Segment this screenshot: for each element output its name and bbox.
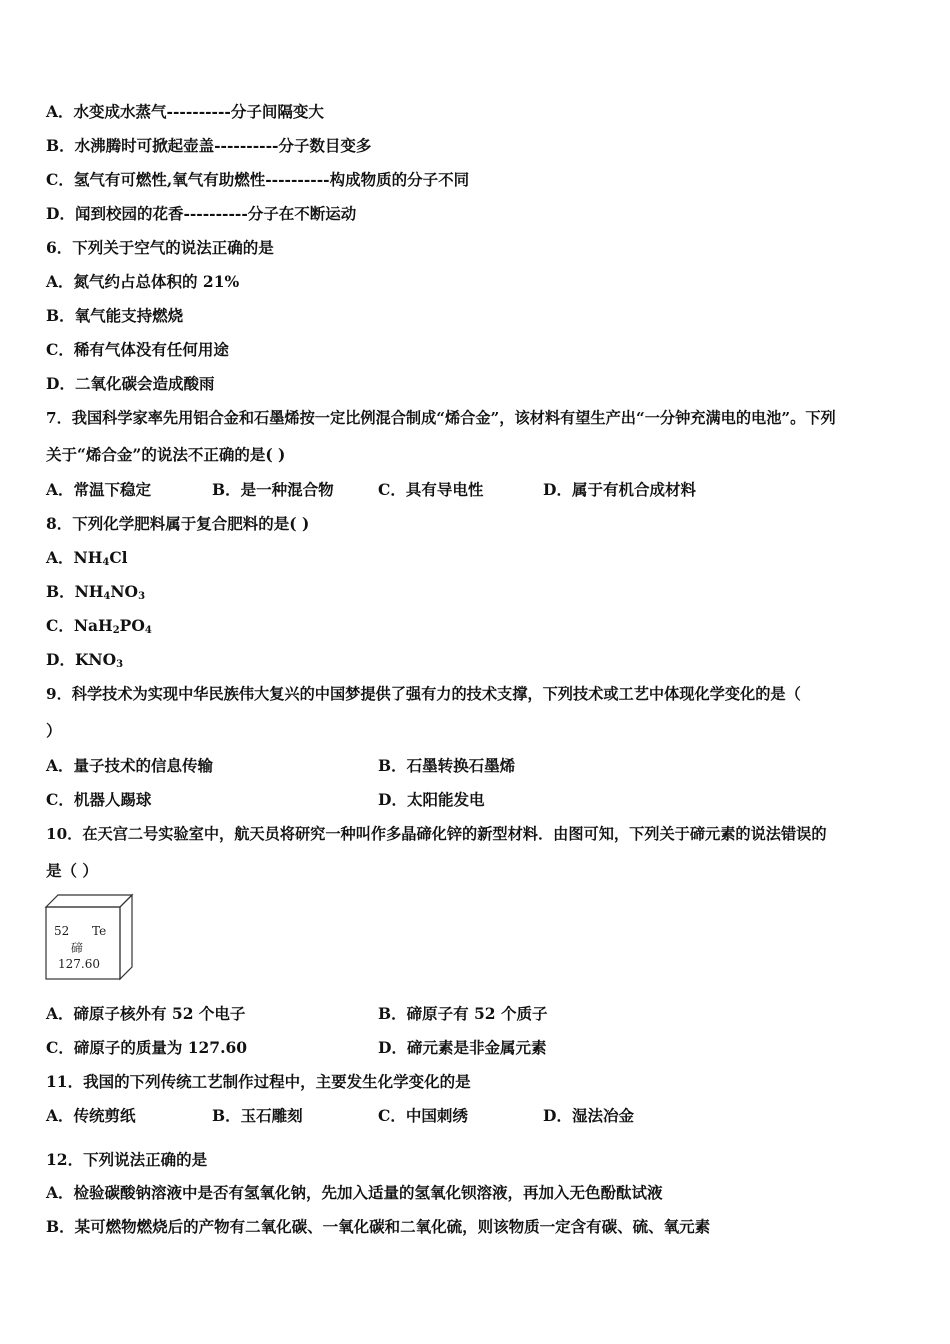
- q8-option-b: B．$NH_4NO_3$: [46, 582, 146, 602]
- q8-option-c: C．$NaH_2PO_4$: [46, 616, 152, 636]
- q5-option-a: A．水变成水蒸气----------分子间隔变大: [46, 102, 324, 121]
- q10-option-d: D．碲元素是非金属元素: [378, 1038, 547, 1057]
- q12-option-b: B．某可燃物燃烧后的产物有二氧化碳、一氧化碳和二氧化硫，则该物质一定含有碳、硫、氧元素: [46, 1217, 711, 1236]
- q9-option-c: C．机器人踢球: [46, 790, 152, 809]
- q10-option-c: C．碲原子的质量为 127.60: [46, 1038, 248, 1057]
- q11-option-d: D．湿法冶金: [543, 1106, 634, 1125]
- q7-option-b: B．是一种混合物: [212, 480, 334, 499]
- q5-option-b: B．水沸腾时可掀起壶盖----------分子数目变多: [46, 136, 372, 155]
- q9-option-b: B．石墨转换石墨烯: [378, 756, 516, 775]
- q7-stem-line1: 7．我国科学家率先用铝合金和石墨烯按一定比例混合制成“烯合金”，该材料有望生产出“一分钟充满电的电池”。下列: [46, 409, 836, 427]
- q7-option-d: D．属于有机合成材料: [543, 480, 696, 499]
- q7-option-a: A．常温下稳定: [46, 480, 152, 499]
- q6-stem: 6．下列关于空气的说法正确的是: [46, 238, 274, 257]
- q11-stem: 11．我国的下列传统工艺制作过程中，主要发生化学变化的是: [46, 1072, 471, 1091]
- tellurium-element-card: [44, 893, 136, 981]
- q10-option-a: A．碲原子核外有 52 个电子: [46, 1004, 246, 1023]
- q8-option-d: D．$KNO_3$: [46, 650, 124, 670]
- element-atomic-mass: 127.60: [58, 957, 100, 971]
- q12-stem: 12．下列说法正确的是: [46, 1150, 208, 1169]
- q10-stem-line2: 是（ ）: [46, 861, 98, 880]
- q6-option-c: C．稀有气体没有任何用途: [46, 340, 229, 359]
- q8-option-a: A．$NH_4Cl$: [46, 548, 128, 568]
- q6-option-d: D．二氧化碳会造成酸雨: [46, 374, 215, 393]
- q9-stem-line2: ）: [46, 721, 62, 740]
- q6-option-a: A．氮气约占总体积的 21%: [46, 272, 240, 291]
- q7-option-c: C．具有导电性: [378, 480, 484, 499]
- q10-stem-line1: 10．在天宫二号实验室中，航天员将研究一种叫作多晶碲化锌的新型材料．由图可知，下列关于碲元素的说法错误的: [46, 825, 827, 843]
- q8-stem: 8．下列化学肥料属于复合肥料的是( ): [46, 514, 310, 533]
- q11-option-c: C．中国刺绣: [378, 1106, 468, 1125]
- q12-option-a: A．检验碳酸钠溶液中是否有氢氧化钠，先加入适量的氢氧化钡溶液，再加入无色酚酞试液: [46, 1183, 663, 1202]
- q9-option-a: A．量子技术的信息传输: [46, 756, 214, 775]
- q5-option-c: C．氢气有可燃性,氧气有助燃性----------构成物质的分子不同: [46, 170, 470, 189]
- q9-stem-line1: 9．科学技术为实现中华民族伟大复兴的中国梦提供了强有力的技术支撑，下列技术或工艺中体现化学变化的是（: [46, 685, 801, 703]
- q6-option-b: B．氧气能支持燃烧: [46, 306, 184, 325]
- q9-option-d: D．太阳能发电: [378, 790, 485, 809]
- q11-option-b: B．玉石雕刻: [212, 1106, 303, 1125]
- q10-option-b: B．碲原子有 52 个质子: [378, 1004, 548, 1023]
- q7-stem-line2: 关于“烯合金”的说法不正确的是( ): [46, 445, 286, 464]
- element-symbol: Te: [92, 924, 107, 938]
- element-name: 碲: [71, 941, 84, 955]
- q5-option-d: D．闻到校园的花香----------分子在不断运动: [46, 204, 357, 223]
- element-atomic-number: 52: [54, 924, 70, 938]
- q11-option-a: A．传统剪纸: [46, 1106, 136, 1125]
